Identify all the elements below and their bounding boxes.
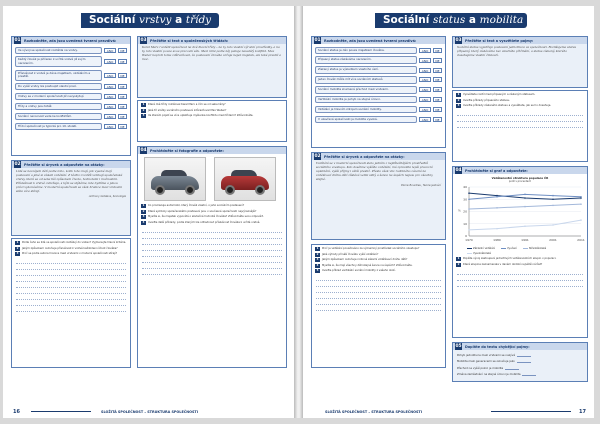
- fill-in-row: [457, 359, 583, 363]
- question-item: [315, 264, 442, 268]
- statement-text: Vrstvy se v moderní společnosti již nevyskytují.: [15, 93, 102, 100]
- question-number: 4: [142, 220, 145, 224]
- no-option[interactable]: NE: [118, 84, 127, 89]
- chart-subtitle: podíl v procentech: [508, 180, 532, 183]
- fill-in-text: Přechod na vyšší pozici je mobilita: [457, 365, 504, 370]
- exercise-number: 03: [140, 38, 147, 43]
- statement-text: Třídy a vrstvy jsou totéž.: [15, 103, 102, 110]
- data-point: [496, 196, 498, 198]
- legend-label: Základní vzdělání: [473, 247, 496, 250]
- question-item: [315, 269, 442, 273]
- statement-row: [15, 113, 127, 120]
- legend-label: Vysokoškolské: [473, 252, 491, 255]
- exercise-04: [452, 166, 588, 338]
- statement-row: [315, 47, 442, 54]
- car-photo-luxury: [144, 157, 206, 201]
- question-text: Ve kterém pojetí se více uplatňuje myšlenka konfliktu mezi třídami? Zdůvodněte.: [148, 114, 254, 118]
- exercise-number: 05: [455, 344, 462, 349]
- question-text: Myslíte si, že mají všechny děti stejné šance na úspěch? Zdůvodněte.: [322, 263, 413, 267]
- exercise-number: 02: [314, 154, 321, 159]
- statement-text: Příslušnost k vrstvě je dána majetkem, vzděláním a prestiží.: [15, 70, 102, 81]
- fill-in-text: Změna zaměstnání na stejné úrovni je mobilita: [457, 372, 521, 376]
- yes-option[interactable]: ANO: [419, 117, 431, 122]
- no-option[interactable]: NE: [118, 59, 127, 64]
- data-point: [496, 207, 498, 209]
- data-point: [524, 206, 526, 208]
- fill-in-blank[interactable]: [522, 372, 536, 376]
- fill-in-row: [457, 353, 583, 357]
- statement-text: Každý člověk je přiřazen k určité vrstvě již svým narozením.: [15, 56, 102, 67]
- x-tick-label: 1970: [465, 238, 473, 242]
- x-tick-label: 2011: [577, 238, 585, 242]
- exercise-title: Doplňte do textu chybějící pojmy:: [465, 344, 530, 349]
- exercise-02: [11, 160, 131, 236]
- question-number: 2: [457, 262, 460, 266]
- question-number: 1: [457, 257, 460, 260]
- question-number: 3: [142, 215, 145, 219]
- y-tick-label: 30: [463, 197, 467, 202]
- yes-option[interactable]: ANO: [419, 58, 431, 63]
- question-number: 2: [142, 209, 145, 213]
- exercise-number: 04: [140, 148, 147, 153]
- question-item: [15, 247, 127, 251]
- statement-text: Ve vývoji se společnost rozdělila na vrstvy.: [15, 47, 102, 54]
- no-option[interactable]: NE: [118, 94, 127, 99]
- y-tick-label: 40: [463, 185, 467, 189]
- statement-text: Vertikální mobilita je pohyb na stejné úrovni.: [315, 96, 417, 103]
- page-footer: SLOŽITÁ SPOLEČNOST – STRUKTURA SPOLEČNOSTI: [325, 410, 422, 414]
- data-point: [468, 229, 470, 231]
- question-item: [141, 204, 283, 208]
- yes-option[interactable]: ANO: [104, 94, 116, 99]
- question-item: [15, 241, 127, 245]
- exercise-title: Přečtěte si text a vysvětlete pojmy:: [465, 38, 534, 43]
- exercise-03: [452, 36, 588, 88]
- series-line: [469, 220, 581, 230]
- exercise-03: [137, 36, 287, 98]
- page-number: 17: [579, 409, 586, 415]
- no-option[interactable]: NE: [118, 73, 127, 78]
- question-text: Jakým způsobem ovlivňuje příslušnost k vrstvě každodenní život člověka?: [22, 246, 118, 250]
- exercise-number: 01: [314, 38, 321, 43]
- question-item: [141, 221, 283, 225]
- yes-option[interactable]: ANO: [419, 77, 431, 82]
- exercise-02: [311, 152, 446, 240]
- question-text: Které dvě třídy rozlišoval Karel Marx a čím se od sebe lišily?: [148, 103, 226, 106]
- statement-text: Sociální status je dán pouze majetkem člověka.: [315, 47, 417, 54]
- fill-in-text: Pohyb jednotlivce mezi vrstvami se nazývá: [457, 352, 515, 357]
- exercise-title: Přečtěte si text o společenských třídách:: [150, 38, 229, 43]
- question-number: 3: [16, 252, 19, 256]
- exercise-01: [311, 36, 446, 148]
- question-item: [315, 258, 442, 262]
- no-option[interactable]: NE: [433, 117, 442, 122]
- data-point: [580, 196, 582, 198]
- legend-label: Středoškolské: [528, 247, 547, 250]
- data-point: [524, 197, 526, 199]
- x-tick-label: 1991: [521, 238, 529, 242]
- question-number: 5: [316, 269, 319, 273]
- question-text: Popište vývoj zastoupení jednotlivých vzdělanostních skupin v populaci.: [463, 257, 557, 260]
- yes-option[interactable]: ANO: [104, 114, 116, 119]
- exercise-03-questions: [137, 100, 287, 142]
- exercise-01: [11, 36, 131, 156]
- question-text: Uveďte příklady připsaného statusu.: [463, 98, 511, 102]
- yes-option[interactable]: ANO: [104, 84, 116, 89]
- question-text: Která skupina zaznamenala v daném období největší nárůst?: [463, 262, 543, 266]
- question-number: 1: [457, 93, 460, 96]
- statement-row: [15, 70, 127, 81]
- no-option[interactable]: NE: [433, 77, 442, 82]
- statement-row: [315, 106, 442, 113]
- question-item: [141, 114, 283, 118]
- yes-option[interactable]: ANO: [104, 59, 116, 64]
- car-photo-ordinary: [214, 157, 276, 201]
- statement-row: [15, 83, 127, 90]
- fill-in-blank[interactable]: [517, 359, 531, 363]
- statement-row: [315, 76, 442, 83]
- statement-text: Vzdělání je hlavním zdrojem sociální mobility.: [315, 106, 417, 113]
- exercise-03-questions: [452, 90, 588, 162]
- exercise-02-questions: [11, 238, 131, 368]
- statement-text: Získaný status je výsledkem vlastního úsilí.: [315, 66, 417, 73]
- left-page: [3, 6, 294, 418]
- statement-text: Připsaný status získáváme narozením.: [315, 56, 417, 63]
- question-item: [315, 247, 442, 251]
- no-option[interactable]: NE: [433, 58, 442, 63]
- question-item: [456, 93, 584, 97]
- statement-text: Jeden člověk může mít více sociálních statusů.: [315, 76, 417, 83]
- chart-title: Vzdělanostní struktura populace ČR: [491, 176, 549, 180]
- exercise-title: Rozhodněte, zda jsou uvedená tvrzení pravdivá:: [24, 38, 117, 43]
- no-option[interactable]: NE: [118, 104, 127, 109]
- question-number: 2: [142, 108, 145, 112]
- question-text: Myslíte si, že majetek vypovídá o skutečné hodnotě člověka? Zdůvodněte svou odpověď.: [148, 215, 264, 219]
- statement-row: [15, 123, 127, 130]
- question-text: Vysvětlete rozdíl mezi připsaným a získaným statusem.: [463, 93, 536, 96]
- question-text: Které symboly společenského postavení jsou v současné společnosti nejvýraznější?: [148, 209, 257, 213]
- legend-swatch: [523, 248, 528, 249]
- exercise-title: Přečtěte si úryvek a odpovězte na otázky:: [324, 154, 405, 159]
- question-text: Jaké tři složky sociálního postavení zdůrazňoval Max Weber?: [148, 108, 227, 112]
- legend-item: [501, 247, 517, 250]
- statement-row: [15, 93, 127, 100]
- page-title: Sociální vrstvy a třídy: [81, 13, 219, 28]
- yes-option[interactable]: ANO: [419, 107, 431, 112]
- fill-in-text: Mobilita mezi generacemi se označuje jako: [457, 359, 515, 363]
- yes-option[interactable]: ANO: [419, 87, 431, 92]
- legend-item: [523, 247, 546, 250]
- question-item: [141, 109, 283, 113]
- answer-line[interactable]: [457, 281, 583, 287]
- statement-row: [315, 56, 442, 63]
- data-point: [552, 205, 554, 207]
- chart-legend: [467, 247, 573, 255]
- legend-swatch: [501, 248, 506, 249]
- y-axis-label: %: [458, 208, 461, 213]
- no-option[interactable]: NE: [433, 48, 442, 53]
- answer-line[interactable]: [457, 122, 583, 128]
- quote-text: Karel Marx rozdělil společnost na dvě hlavní třídy – na ty, kdo vlastní výrobní prostředky, a na ty, kdo vlastní pouze svou pracovní sílu. Mezi nimi podle něj panuje neustálý konflikt. Max Weber naproti tomu zdůrazňoval, že postavení člověka určuje nejen majetek, ale také prestiž a moc.: [142, 45, 282, 61]
- yes-option[interactable]: ANO: [104, 48, 116, 53]
- question-number: 1: [16, 241, 19, 244]
- data-point: [580, 203, 582, 205]
- legend-item: [467, 247, 495, 250]
- exercise-02-questions: [311, 244, 446, 368]
- x-tick-label: 1980: [493, 238, 501, 242]
- legend-swatch: [467, 253, 472, 254]
- right-page: [303, 6, 594, 418]
- statement-text: V uzavřené společnosti je mobilita vysoká.: [315, 116, 417, 123]
- exercise-title: Prohlédněte si graf a odpovězte:: [465, 168, 528, 173]
- y-tick-label: 20: [463, 209, 467, 214]
- exercise-number: 01: [14, 38, 21, 43]
- question-item: [141, 103, 283, 107]
- exercise-number: 02: [14, 162, 21, 167]
- fill-in-row: [457, 366, 583, 370]
- question-number: 2: [16, 246, 19, 250]
- answer-line[interactable]: [316, 305, 441, 311]
- quote-source: Anthony Giddens, Sociologie: [88, 195, 126, 199]
- no-option[interactable]: NE: [433, 68, 442, 73]
- no-option[interactable]: NE: [118, 124, 127, 129]
- question-number: 3: [142, 114, 145, 118]
- data-point: [496, 228, 498, 230]
- yes-option[interactable]: ANO: [419, 48, 431, 53]
- data-point: [580, 219, 582, 221]
- question-number: 1: [142, 204, 145, 207]
- page-number: 16: [13, 409, 20, 415]
- data-point: [552, 224, 554, 226]
- x-tick-label: 2001: [549, 238, 557, 242]
- statement-text: Sociální nerovnost vede ke konfliktům.: [15, 113, 102, 120]
- fill-in-blank[interactable]: [517, 353, 531, 357]
- question-number: 3: [316, 258, 319, 262]
- data-point: [552, 195, 554, 197]
- statement-row: [15, 47, 127, 54]
- quote-source: Pierre Bourdieu, Teorie jednání: [401, 183, 441, 187]
- yes-option[interactable]: ANO: [104, 124, 116, 129]
- question-number: 2: [457, 98, 460, 102]
- yes-option[interactable]: ANO: [104, 73, 116, 78]
- exercise-04: [137, 146, 287, 368]
- no-option[interactable]: NE: [118, 114, 127, 119]
- data-point: [524, 194, 526, 196]
- exercise-title: Prohlédněte si fotografie a odpovězte:: [150, 148, 224, 153]
- statement-text: Sociální mobilita znamená přechod mezi vrstvami.: [315, 86, 417, 93]
- no-option[interactable]: NE: [433, 97, 442, 102]
- fill-in-row: [457, 372, 583, 376]
- data-point: [468, 208, 470, 210]
- question-text: Co prozrazuje automobil, který člověk vlastní, o jeho sociálním postavení?: [148, 204, 245, 207]
- question-number: 1: [142, 103, 145, 106]
- question-item: [141, 210, 283, 214]
- question-text: Jaké výhody přináší člověku vyšší vzdělání?: [322, 252, 379, 256]
- question-number: 3: [457, 104, 460, 108]
- answer-line[interactable]: [16, 306, 126, 312]
- exercise-title: Přečtěte si úryvek a odpovězte na otázky:: [24, 162, 105, 167]
- question-item: [456, 104, 584, 108]
- data-point: [524, 225, 526, 227]
- data-point: [552, 198, 554, 200]
- question-item: [456, 257, 584, 261]
- quote-text: Sociální status vyjadřuje postavení jednotlivce ve společnosti. Rozlišujeme status připsaný, který získáváme bez vlastního přičinění, a status získaný, kterého dosahujeme vlastní činností.: [457, 45, 576, 57]
- question-item: [15, 252, 127, 256]
- question-text: Podle čeho se lidé ve společnosti rozdělují do vrstev? Vyjmenujte hlavní kritéria.: [22, 241, 127, 244]
- question-text: Uveďte příklady získaného statusu a vysvětlete, jak se ho dosahuje.: [463, 104, 552, 108]
- statement-row: [15, 103, 127, 110]
- page-footer: SLOŽITÁ SPOLEČNOST – STRUKTURA SPOLEČNOSTI: [101, 410, 198, 414]
- question-item: [141, 215, 283, 219]
- exercise-05: [452, 342, 588, 382]
- legend-item: [467, 252, 491, 255]
- question-number: 1: [316, 247, 319, 250]
- statement-text: Třídní společnost je typická pro 19. století.: [15, 123, 102, 130]
- question-text: Uveďte příklad vertikální sociální mobility z vašeho okolí.: [322, 269, 396, 273]
- yes-option[interactable]: ANO: [104, 104, 116, 109]
- data-point: [468, 198, 470, 200]
- yes-option[interactable]: ANO: [419, 97, 431, 102]
- legend-label: Vyučení: [507, 247, 517, 250]
- statement-row: [315, 116, 442, 123]
- statement-row: [315, 66, 442, 73]
- question-item: [456, 263, 584, 267]
- question-text: Proč je vzdělání považováno za významný prostředek sociálního vzestupu?: [322, 247, 420, 250]
- statement-text: Do vyšší vrstvy lze postoupit vlastní prací.: [15, 83, 102, 90]
- no-option[interactable]: NE: [118, 48, 127, 53]
- answer-line[interactable]: [142, 269, 282, 275]
- y-tick-label: 0: [465, 234, 467, 238]
- statement-row: [315, 96, 442, 103]
- exercise-number: 03: [455, 38, 462, 43]
- quote-text: Lidé se navzájem dělí podle toho, kolik toho mají, jak vysoké mají postavení a jaké si získali vzdělání. Z těchto rozdílů vznikají společenské vrstvy, které se od sebe liší způsobem života, hodnotami i možnostmi. Příslušnost k vrstvě ovlivňuje, s kým se stýkáme, kde bydlíme a jakou práci vykonáváme. V moderní společnosti se však hranice mezi vrstvami stále více stírají.: [16, 169, 123, 193]
- question-item: [315, 253, 442, 257]
- question-number: 4: [316, 263, 319, 267]
- statement-row: [315, 86, 442, 93]
- question-item: [456, 99, 584, 103]
- no-option[interactable]: NE: [433, 87, 442, 92]
- yes-option[interactable]: ANO: [419, 68, 431, 73]
- statement-row: [15, 56, 127, 67]
- no-option[interactable]: NE: [433, 107, 442, 112]
- line-chart: [455, 184, 585, 246]
- question-number: 2: [316, 252, 319, 256]
- question-text: Proč se podle autora hranice mezi vrstvami v moderní společnosti stírají?: [22, 252, 118, 256]
- data-point: [468, 192, 470, 194]
- quote-text: Vzdělání se v moderní společnosti stalo jedním z nejdůležitějších prostředků sociálního vzestupu. Kdo dosáhne vyššího vzdělání, má zpravidla lepší pracovní uplatnění, vyšší příjmy i větší prestiž. Přesto však vliv rodinného zázemí na vzdělávací dráhu dětí zůstává velmi silný a šance na úspěch nejsou pro všechny stejné.: [316, 161, 433, 181]
- question-text: Jakým způsobem ovlivňuje rodinné zázemí vzdělávací dráhu dětí?: [322, 258, 408, 262]
- fill-in-blank[interactable]: [505, 366, 519, 370]
- y-tick-label: 10: [463, 221, 467, 226]
- question-text: Uveďte další příklady, podle kterých lze odhadnout příslušnost člověka k určité vrstvě.: [148, 220, 261, 224]
- book-spine: [294, 6, 303, 418]
- exercise-number: 04: [455, 168, 462, 173]
- legend-swatch: [467, 248, 472, 249]
- exercise-title: Rozhodněte, zda jsou uvedená tvrzení pravdivá:: [324, 38, 417, 43]
- page-title: Sociální status a mobilita: [375, 13, 527, 28]
